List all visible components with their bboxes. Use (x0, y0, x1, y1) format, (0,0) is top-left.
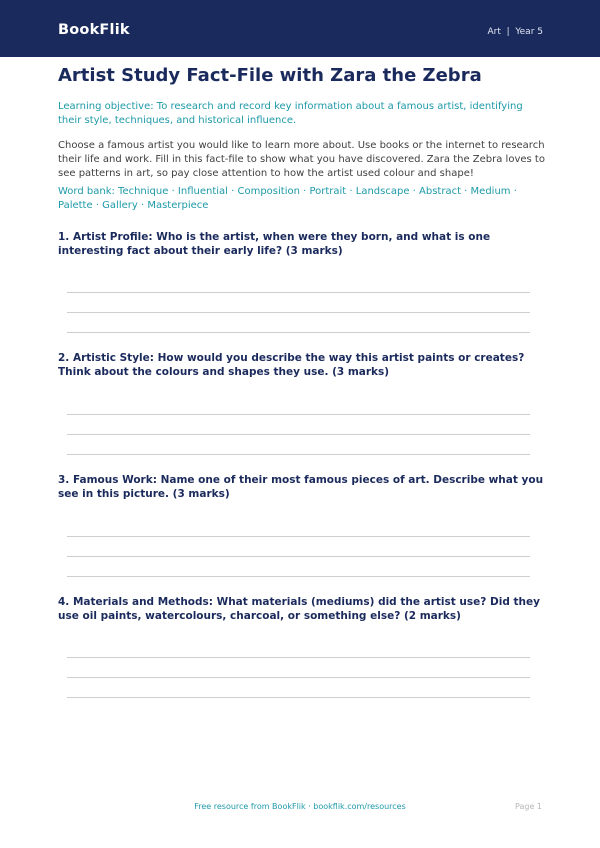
answer-line[interactable] (67, 312, 530, 313)
answer-line[interactable] (67, 332, 530, 333)
brand-logo: BookFlik (58, 22, 130, 38)
subject-year-label: Art | Year 5 (487, 27, 543, 37)
page-header (0, 0, 600, 57)
answer-line[interactable] (67, 556, 530, 557)
page-title: Artist Study Fact-File with Zara the Zebra (58, 65, 482, 86)
answer-line[interactable] (67, 657, 530, 658)
answer-line[interactable] (67, 677, 530, 678)
intro-paragraph: Choose a famous artist you would like to learn more about. Use books or the internet to research their life and work. Fill in this fact-file to show what you have discovered. Zara the Zebra loves to see patterns in art, so pay close attention to how the artist used colour and shape! (58, 140, 545, 179)
answer-line[interactable] (67, 414, 530, 415)
word-bank: Word bank: Technique · Influential · Composition · Portrait · Landscape · Abstract · Medium · Palette · Gallery · Masterpiece (58, 186, 517, 211)
answer-line[interactable] (67, 292, 530, 293)
page-number: Page 1 (515, 802, 542, 811)
answer-line[interactable] (67, 536, 530, 537)
question-1: 1. Artist Profile: Who is the artist, when were they born, and what is one interesting fact about their early life? (3 marks) (58, 231, 491, 257)
footer-credit: Free resource from BookFlik · bookflik.com/resources (194, 802, 406, 811)
question-4: 4. Materials and Methods: What materials (mediums) did the artist use? Did they use oil paints, watercolours, charcoal, or something else? (2 marks) (58, 596, 540, 622)
answer-line[interactable] (67, 434, 530, 435)
answer-line[interactable] (67, 576, 530, 577)
answer-line[interactable] (67, 697, 530, 698)
question-3: 3. Famous Work: Name one of their most famous pieces of art. Describe what you see in this picture. (3 marks) (58, 474, 544, 500)
learning-objective: Learning objective: To research and record key information about a famous artist, identifying their style, techniques, and historical influence. (58, 101, 523, 126)
answer-line[interactable] (67, 454, 530, 455)
question-2: 2. Artistic Style: How would you describe the way this artist paints or creates? Think about the colours and shapes they use. (3 marks) (58, 352, 525, 378)
